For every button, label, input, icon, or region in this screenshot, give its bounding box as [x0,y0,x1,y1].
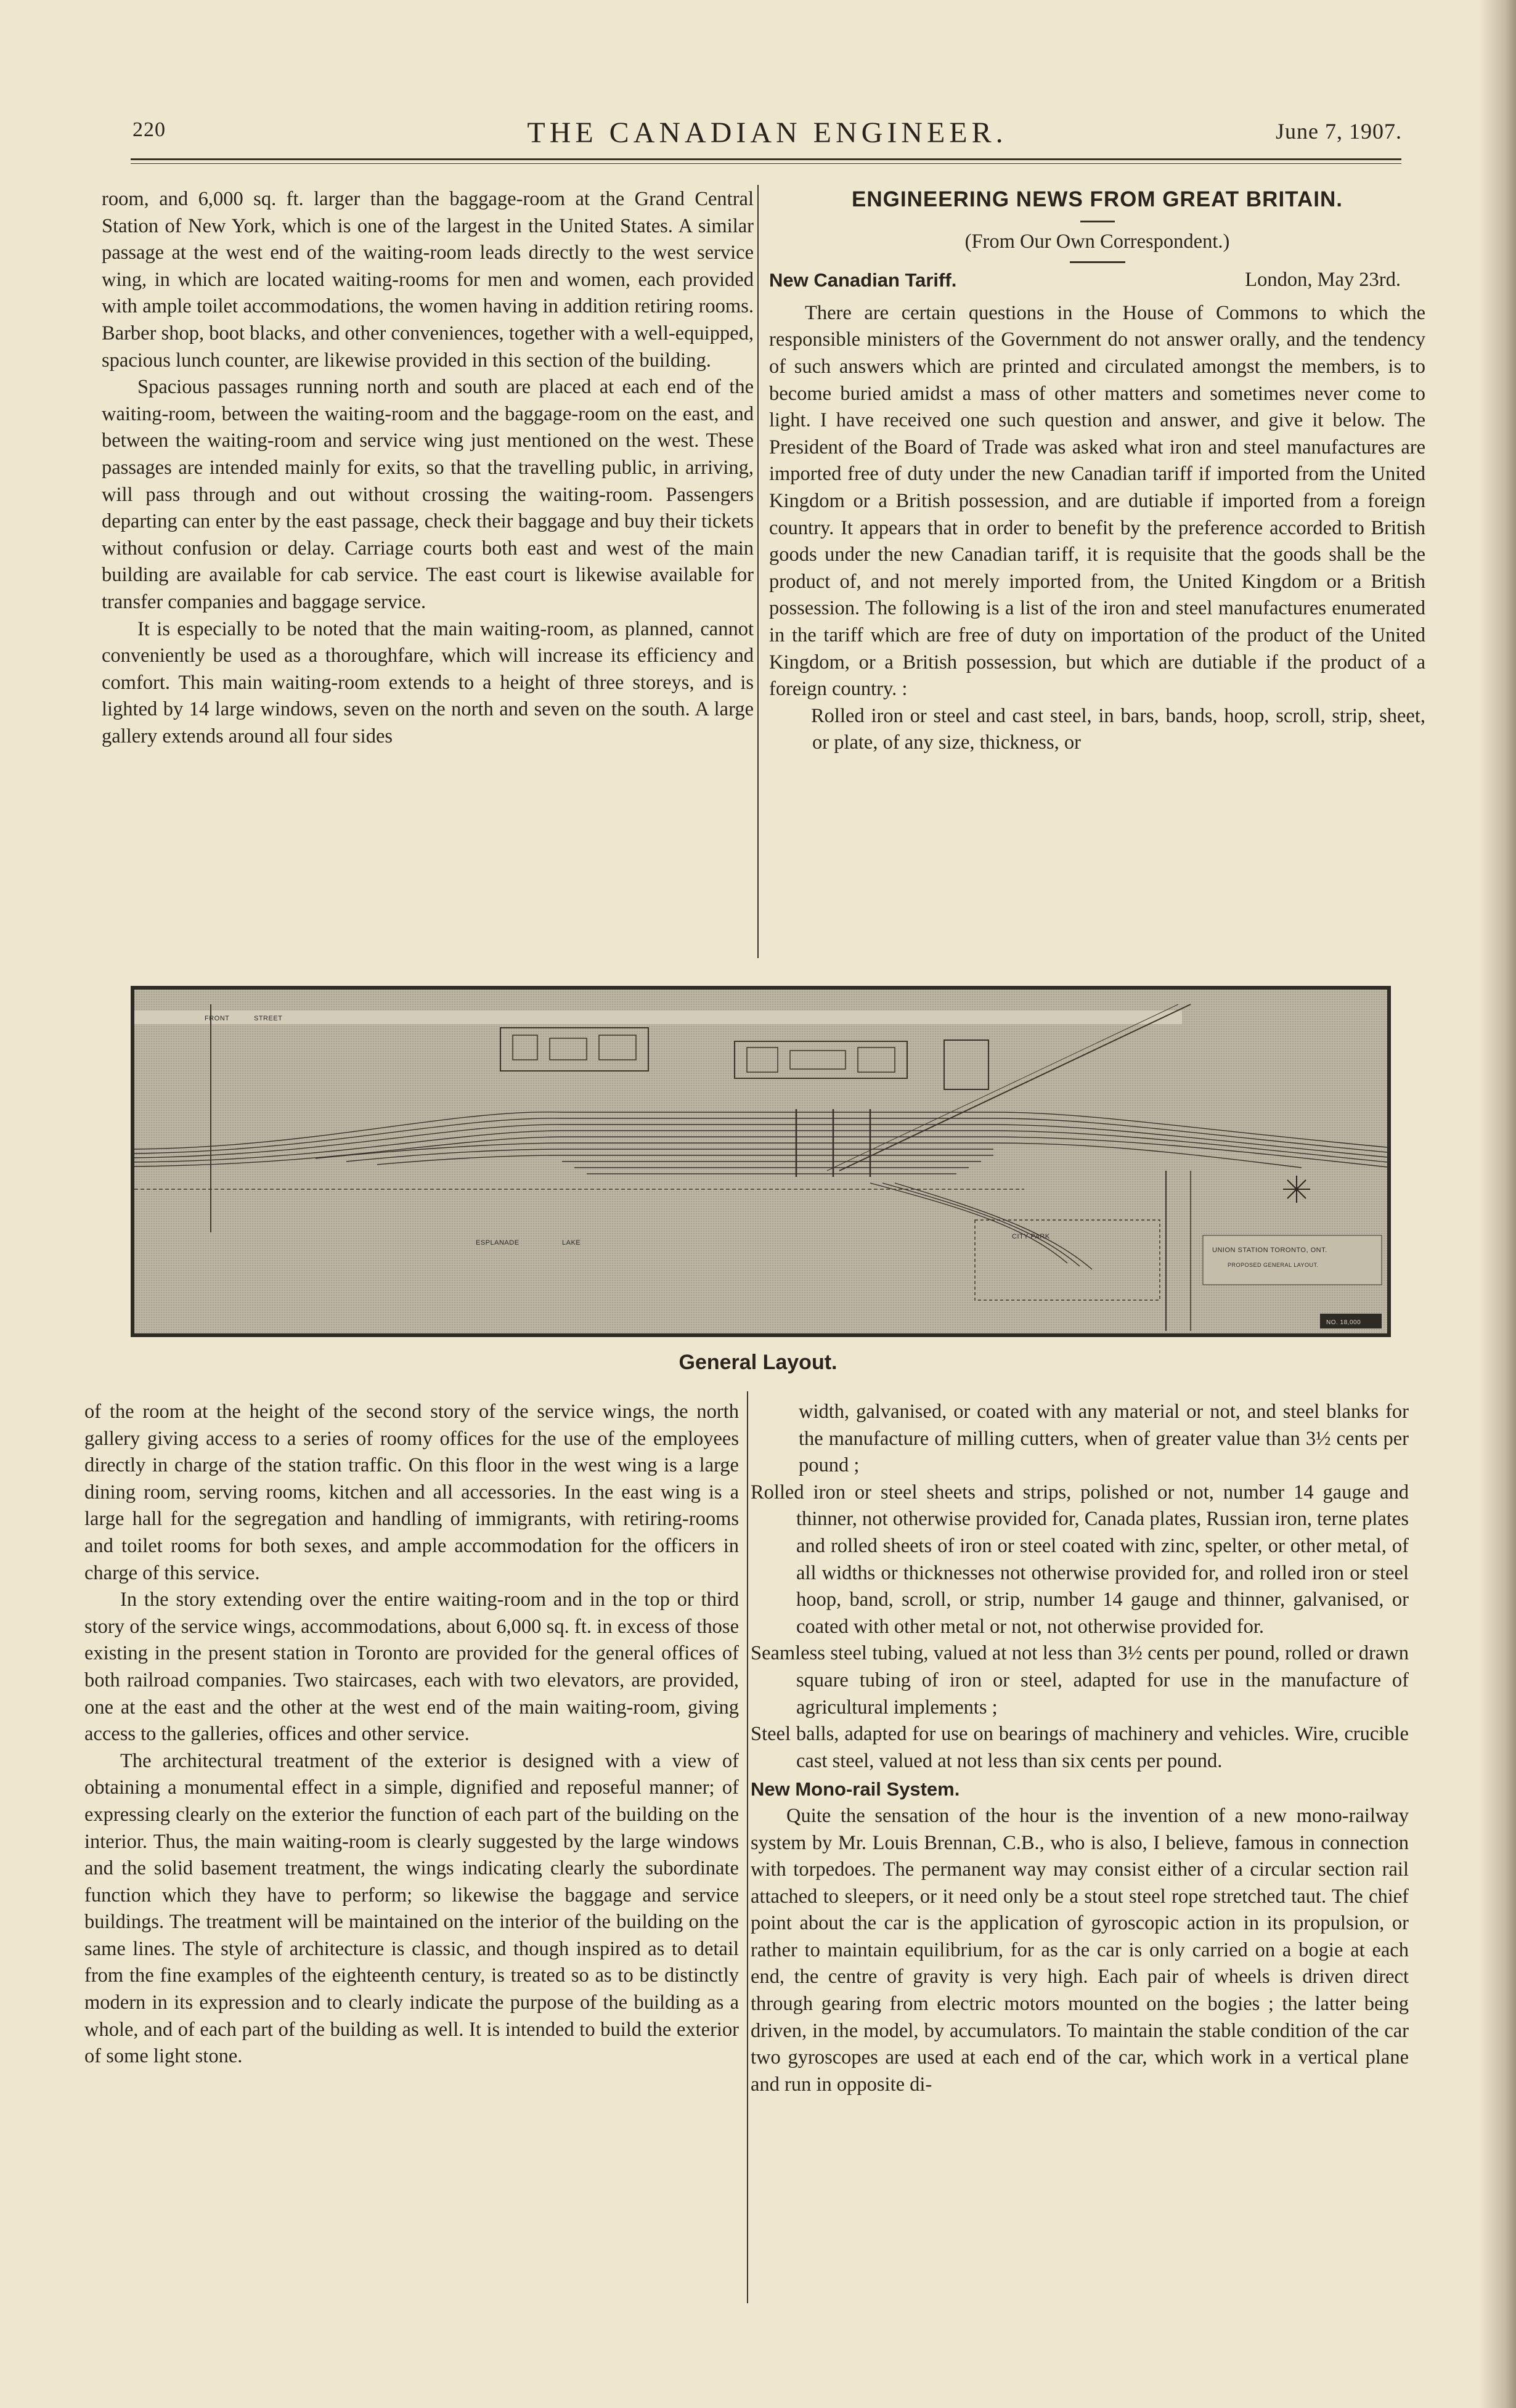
street-label: STREET [254,1015,283,1022]
right-column-top [769,186,1425,757]
left-column-bottom [84,1399,739,2070]
paragraph: of the room at the height of the second story of the service wings, the north gallery giving access to a series of roomy offices for the use of the employees directly in charge of the station traffic. On this floor in the west wing is a large dining room, serving rooms, kitchen and all accessories. In the east wing is a large hall for the segregation and handling of immigrants, with retiring-rooms and toilet rooms for both sexes, and ample accommodation for the officers in charge of this service. [84,1401,739,1584]
street-label: ESPLANADE [476,1239,520,1247]
journal-title: THE CANADIAN ENGINEER. [527,116,1008,149]
section-title: ENGINEERING NEWS FROM GREAT BRITAIN. [852,187,1343,211]
right-column-bottom [751,1399,1409,2098]
subhead-row [769,267,1425,294]
map-title: UNION STATION TORONTO, ONT. [1212,1247,1327,1254]
paragraph: In the story extending over the entire waiting-room and in the top or third story of the service wings, accommodations, about 6,000 sq. ft. in excess of those existing in the present station in Toronto are provided for the general offices of both railroad companies. Two staircases, each with two elevators, are provided, one at the east and the other at the west end of the main waiting-room, giving access to the galleries, offices and other service. [84,1588,739,1746]
plate-number: NO. 18,000 [1326,1319,1361,1326]
list-item: Rolled iron or steel sheets and strips, polished or not, number 14 gauge and thinner, not otherwise provided for, Canada plates, Russian iron, terne plates and rolled sheets of iron or steel coated with zinc, spelter, or other metal, of all widths or thicknesses not otherwise provided for, and rolled iron or steel hoop, band, scroll, or strip, number 14 gauge and thinner, galvanised, or coated with other metal or not, not otherwise provided for. [751,1481,1409,1638]
figure-general-layout [131,986,1391,1337]
running-header [132,116,1402,153]
page-edge-shadow [1479,0,1516,2408]
paragraph: It is especially to be noted that the main waiting-room, as planned, cannot conveniently be used as a thoroughfare, which will increase its efficiency and comfort. This main waiting-room extends to a height of three storeys, and is lighted by 14 large windows, seven on the north and seven on the south. A large gallery extends around all four sides [102,617,754,747]
list-item: Steel balls, adapted for use on bearings of machinery and vehicles. Wire, crucible cast steel, valued at not less than six cents per pound. [751,1723,1409,1772]
paragraph: Quite the sensation of the hour is the invention of a new mono-railway system by Mr. Louis Brennan, C.B., who is also, I believe, famous in connection with torpedoes. The permanent way may consist either of a circular section rail attached to sleepers, or it need only be a stout steel rope stretched taut. The chief point about the car is the application of gyroscopic action in its propulsion, or rather to maintain equilibrium, for as the car is only carried on a bogie at each end, the centre of gravity is very high. Each pair of wheels is driven direct through gearing from electric motors mounted on the bogies ; the latter being driven, in the model, by accumulators. To maintain the stable condition of the car two gyroscopes are used at each end of the car, which work in a vertical plane and run in opposite di- [751,1804,1409,2096]
paragraph: Spacious passages running north and south are placed at each end of the waiting-room, between the waiting-room and the baggage-room on the east, and between the waiting-room and service wing just mentioned on the west. These passages are intended mainly for exits, so that the travelling public, in arriving, will pass through and out without crossing the waiting-room. Passengers departing can enter by the east passage, check their baggage and buy their tickets without confusion or delay. Carriage courts both east and west of the main building are available for cab service. The east court is likewise available for transfer companies and baggage service. [102,376,754,613]
street-label: FRONT [205,1015,230,1022]
list-item: Rolled iron or steel and cast steel, in bars, bands, hoop, scroll, strip, sheet, or plate, of any size, thickness, or [811,704,1425,754]
list-item: Seamless steel tubing, valued at not less than 3½ cents per pound, rolled or drawn square tubing of iron or steel, adapted for use in the manufacture of agricultural implements ; [751,1642,1409,1719]
column-divider-top [757,185,759,958]
dateline: London, May 23rd. [1245,269,1401,291]
paragraph: room, and 6,000 sq. ft. larger than the baggage-room at the Grand Central Station of New York, which is one of the largest in the United States. A similar passage at the west end of the waiting-room leads directly to the west service wing, in which are located waiting-rooms for men and women, each provided with ample toilet accommodations, the women having in addition retiring rooms. Barber shop, boot blacks, and other conveniences, together with a well-equipped, spacious lunch counter, are likewise provided in this section of the building. [102,188,754,372]
subhead-monorail: New Mono-rail System. [751,1778,960,1800]
title-rule [1080,221,1115,222]
page-number: 220 [132,118,166,141]
figure-caption: General Layout. [679,1351,837,1374]
correspondent-line: (From Our Own Correspondent.) [964,230,1230,253]
correspondent-rule [1070,261,1125,263]
header-rule-bottom [131,163,1401,164]
city-park-label: CITY PARK [1012,1233,1050,1240]
column-divider-bottom [747,1391,748,2303]
list-item: width, galvanised, or coated with any material or not, and steel blanks for the manufacture of milling cutters, when of greater value than 3½ cents per pound ; [799,1401,1409,1477]
paragraph: There are certain questions in the House of Commons to which the responsible ministers of the Government do not answer orally, and the tendency of such answers which are printed and circulated amongst the members, is to become buried amidst a mass of other matters and sometimes never come to light. I have received one such question and answer, and give it below. The President of the Board of Trade was asked what iron and steel manufactures are imported free of duty under the new Canadian tariff if imported from the United Kingdom or a British possession, and are dutiable if imported from a foreign country. It appears that in order to benefit by the preference accorded to British goods under the new Canadian tariff, it is requisite that the goods shall be the product of, and not merely imported from, the United Kingdom or a British possession. The following is a list of the iron and steel manufactures enumerated in the tariff which are free of duty on importation of the product of the United Kingdom, or a British possession, but which are dutiable if the product of a foreign country. : [769,301,1425,701]
subhead-tariff: New Canadian Tariff. [769,269,957,291]
left-column-top [102,186,754,750]
street-label: LAKE [562,1239,581,1247]
title-block [1203,1235,1382,1285]
map-subtitle: PROPOSED GENERAL LAYOUT. [1228,1262,1319,1268]
header-rule-top [131,158,1401,160]
track-layout-plan [131,986,1391,1337]
issue-date: June 7, 1907. [1276,119,1402,144]
front-street [134,1011,1182,1024]
paragraph: The architectural treatment of the exterior is designed with a view of obtaining a monumental effect in a simple, dignified and reposeful manner; of expressing clearly on the exterior the function of each part of the building on the interior. Thus, the main waiting-room is clearly suggested by the large windows and the solid basement treatment, the wings indicating clearly the subordinate function which they have to perform; so likewise the baggage and service buildings. The treatment will be maintained on the interior of the building on the same lines. The style of architecture is classic, and though inspired as to detail from the fine examples of the eighteenth century, is treated so as to be distinctly modern in its expression and to clearly indicate the purpose of the building as a whole, and of each part of the building as well. It is intended to build the exterior of some light stone. [84,1749,739,2068]
